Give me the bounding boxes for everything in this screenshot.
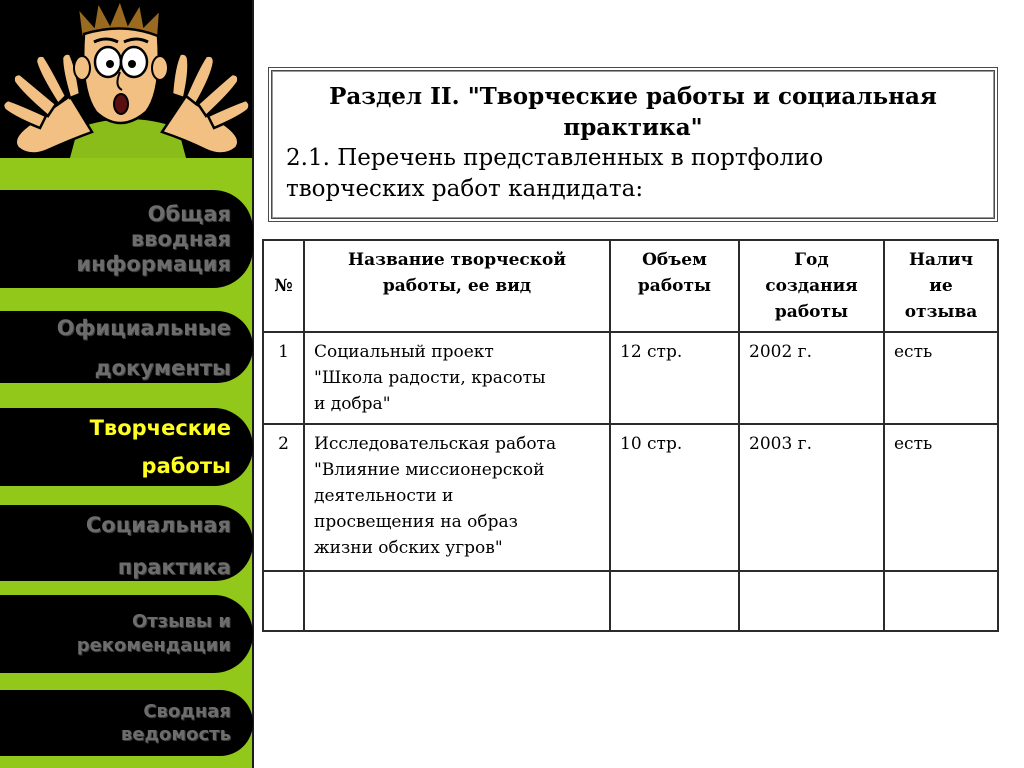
- sidebar-item-creative-works[interactable]: [0, 408, 253, 486]
- sidebar-item-label: Общая: [147, 201, 231, 226]
- table-header-row: [263, 240, 998, 332]
- page-subtitle-line: 2.1. Перечень представленных в портфолио: [286, 145, 824, 171]
- header-line: работы, ее вид: [382, 276, 532, 296]
- cell-name: [304, 571, 610, 631]
- cell-line: деятельности и: [314, 486, 454, 506]
- cell-review: [884, 571, 998, 631]
- page-title: [286, 81, 980, 143]
- cell-review: есть: [884, 332, 998, 424]
- header-line: ие: [929, 276, 953, 296]
- table-row: [263, 424, 998, 571]
- table-row: [263, 332, 998, 424]
- cell-volume: [610, 571, 739, 631]
- cell-line: просвещения на образ: [314, 512, 518, 532]
- column-header-number: №: [263, 240, 304, 332]
- sidebar-item-label: информация: [76, 251, 231, 276]
- sidebar: [0, 0, 254, 768]
- cell-volume: 10 стр.: [610, 424, 739, 571]
- header-line: Объем: [642, 250, 707, 270]
- section-title-box: [268, 67, 998, 222]
- sidebar-item-label: Сводная: [143, 701, 231, 722]
- column-header-volume: [610, 240, 739, 332]
- header-line: Налич: [908, 250, 974, 270]
- cell-year: 2003 г.: [739, 424, 884, 571]
- page-title-line: Раздел II. "Творческие работы и социальная: [329, 83, 937, 110]
- page-subtitle: [286, 143, 980, 205]
- sidebar-item-label: Творческие: [89, 416, 231, 440]
- sidebar-item-label: документы: [94, 356, 231, 380]
- page-subtitle-line: творческих работ кандидата:: [286, 176, 644, 202]
- sidebar-item-label: вводная: [130, 226, 231, 251]
- header-line: Название творческой: [348, 250, 566, 270]
- sidebar-item-reviews[interactable]: [0, 595, 253, 673]
- cell-line: Исследовательская работа: [314, 434, 557, 454]
- cell-volume: 12 стр.: [610, 332, 739, 424]
- sidebar-item-social-practice[interactable]: [0, 505, 253, 581]
- cell-line: и добра": [314, 394, 391, 414]
- cell-number: 2: [263, 424, 304, 571]
- cell-line: "Влияние миссионерской: [314, 460, 545, 480]
- cell-number: 1: [263, 332, 304, 424]
- cell-review: есть: [884, 424, 998, 571]
- sidebar-item-label: ведомость: [120, 724, 231, 745]
- cell-name: [304, 424, 610, 571]
- page-title-line: практика": [563, 114, 703, 141]
- header-line: отзыва: [904, 302, 978, 322]
- sidebar-item-label: рекомендации: [76, 635, 231, 656]
- sidebar-header-image: [0, 0, 252, 158]
- column-header-name: [304, 240, 610, 332]
- cell-name: [304, 332, 610, 424]
- sidebar-item-label: Официальные: [56, 316, 231, 340]
- sidebar-item-summary[interactable]: [0, 690, 253, 756]
- table-row-empty: [263, 571, 998, 631]
- column-header-year: [739, 240, 884, 332]
- cell-line: "Школа радости, красоты: [314, 368, 546, 388]
- cell-line: Социальный проект: [314, 342, 494, 362]
- sidebar-item-label: работы: [141, 454, 231, 478]
- sidebar-item-label: Социальная: [85, 513, 231, 537]
- surprised-cartoon-man-icon: [0, 0, 252, 158]
- sidebar-item-label: практика: [117, 555, 231, 579]
- header-line: работы: [637, 276, 712, 296]
- creative-works-table: [262, 239, 999, 632]
- column-header-review: [884, 240, 998, 332]
- sidebar-item-label: Отзывы и: [131, 611, 231, 632]
- header-line: создания: [765, 276, 858, 296]
- cell-line: жизни обских угров": [314, 538, 503, 558]
- header-line: Год: [794, 250, 829, 270]
- sidebar-item-general-info[interactable]: [0, 190, 253, 288]
- cell-number: [263, 571, 304, 631]
- cell-year: 2002 г.: [739, 332, 884, 424]
- sidebar-item-official-documents[interactable]: [0, 311, 253, 383]
- header-line: работы: [774, 302, 849, 322]
- cell-year: [739, 571, 884, 631]
